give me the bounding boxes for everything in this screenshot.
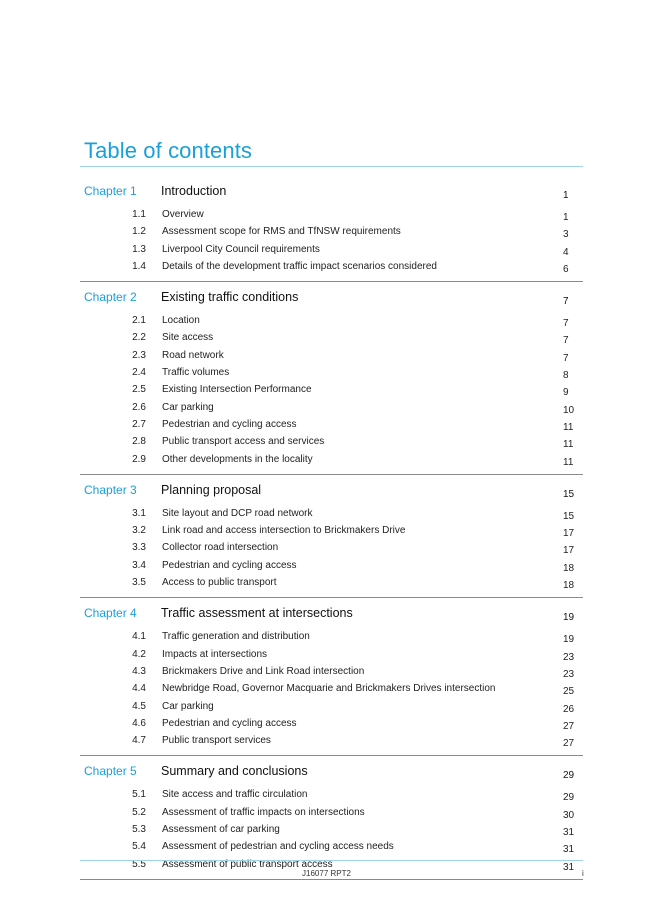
section-title: Traffic volumes (162, 367, 230, 379)
section-page-number: 6 (563, 263, 569, 275)
section-title: Assessment of car parking (162, 824, 280, 836)
table-of-contents (80, 184, 583, 880)
section-number: 2.6 (132, 401, 146, 413)
section-page-number: 26 (563, 703, 575, 715)
toc-section-entry[interactable] (80, 508, 583, 525)
section-number: 1.2 (132, 226, 146, 238)
section-page-number: 3 (563, 229, 569, 241)
section-number: 3.1 (132, 507, 146, 519)
section-number: 2.3 (132, 349, 146, 361)
section-page-number: 11 (563, 439, 574, 451)
toc-section-entry[interactable] (80, 824, 583, 841)
toc-section-entry[interactable] (80, 226, 583, 243)
section-title: Brickmakers Drive and Link Road intersection (162, 665, 365, 677)
section-title: Site layout and DCP road network (162, 507, 313, 519)
section-number: 4.6 (132, 717, 146, 729)
section-page-number: 18 (563, 562, 575, 574)
chapter-number: Chapter 2 (84, 290, 137, 305)
toc-chapter (80, 764, 583, 879)
section-title: Public transport access and services (162, 436, 325, 448)
section-title: Site access (162, 332, 214, 344)
toc-section-entry[interactable] (80, 244, 583, 261)
toc-section-entry[interactable] (80, 560, 583, 577)
toc-section-entry[interactable] (80, 542, 583, 559)
section-page-number: 31 (563, 844, 575, 856)
section-number: 3.4 (132, 559, 146, 571)
section-title: Site access and traffic circulation (162, 789, 308, 801)
section-title: Assessment of pedestrian and cycling access needs (162, 841, 394, 853)
section-page-number: 11 (563, 421, 574, 433)
section-number: 5.2 (132, 806, 146, 818)
toc-section-entry[interactable] (80, 683, 583, 700)
chapter-number: Chapter 1 (84, 184, 137, 198)
chapter-page-number: 15 (563, 488, 575, 500)
section-page-number: 29 (563, 792, 575, 804)
section-page-number: 17 (563, 528, 575, 540)
toc-chapter (80, 606, 583, 756)
toc-section-entry[interactable] (80, 419, 583, 436)
section-page-number: 31 (563, 861, 575, 873)
section-page-number: 7 (563, 352, 569, 364)
toc-chapter (80, 184, 583, 282)
section-title: Traffic generation and distribution (162, 631, 310, 643)
section-number: 5.3 (132, 824, 146, 836)
section-number: 1.3 (132, 243, 146, 255)
section-page-number: 7 (563, 335, 569, 347)
section-page-number: 31 (563, 827, 575, 839)
section-title: Newbridge Road, Governor Macquarie and Brickmakers Drives intersection (162, 683, 496, 695)
toc-section-entry[interactable] (80, 807, 583, 824)
toc-chapter-entry[interactable] (80, 764, 583, 789)
section-page-number: 17 (563, 545, 575, 557)
toc-section-entry[interactable] (80, 402, 583, 419)
title-divider (80, 166, 583, 167)
toc-section-entry[interactable] (80, 261, 583, 278)
section-number: 1.1 (132, 209, 146, 220)
chapter-page-number: 1 (563, 190, 569, 201)
toc-chapter-entry[interactable] (80, 184, 583, 209)
section-number: 2.9 (132, 453, 146, 465)
section-title: Location (162, 315, 200, 327)
section-title: Link road and access intersection to Brickmakers Drive (162, 525, 406, 537)
chapter-page-number: 19 (563, 612, 575, 624)
page-title: Table of contents (84, 138, 253, 163)
section-page-number: 18 (563, 580, 575, 592)
section-title: Car parking (162, 401, 214, 413)
chapter-number: Chapter 5 (84, 764, 137, 779)
section-title: Pedestrian and cycling access (162, 418, 297, 430)
section-title: Public transport services (162, 735, 271, 747)
section-title: Impacts at intersections (162, 648, 268, 660)
section-page-number: 4 (563, 246, 569, 258)
toc-section-entry[interactable] (80, 315, 583, 332)
section-number: 4.1 (132, 631, 146, 643)
section-number: 5.5 (132, 858, 146, 870)
section-page-number: 10 (563, 404, 575, 416)
section-title: Existing Intersection Performance (162, 384, 312, 396)
toc-chapter (80, 483, 583, 598)
section-page-number: 23 (563, 651, 575, 663)
section-page-number: 23 (563, 668, 575, 680)
section-title: Overview (162, 209, 204, 220)
section-title: Road network (162, 349, 224, 361)
toc-section-entry[interactable] (80, 350, 583, 367)
toc-section-entry[interactable] (80, 332, 583, 349)
section-number: 2.4 (132, 367, 146, 379)
section-title: Assessment scope for RMS and TfNSW requirements (162, 226, 401, 238)
section-page-number: 27 (563, 720, 575, 732)
section-title: Assessment of traffic impacts on intersections (162, 806, 365, 818)
toc-section-entry[interactable] (80, 841, 583, 858)
chapter-title: Introduction (161, 184, 227, 198)
toc-section-entry[interactable] (80, 454, 583, 471)
section-page-number: 8 (563, 370, 569, 382)
section-number: 4.5 (132, 700, 146, 712)
section-number: 5.4 (132, 841, 146, 853)
section-page-number: 9 (563, 387, 569, 399)
section-title: Pedestrian and cycling access (162, 559, 297, 571)
section-number: 3.3 (132, 542, 146, 554)
section-page-number: 7 (563, 318, 569, 330)
chapter-number: Chapter 3 (84, 482, 137, 497)
section-title: Car parking (162, 700, 214, 712)
toc-section-entry[interactable] (80, 735, 583, 752)
section-page-number: 11 (563, 456, 574, 468)
section-page-number: 1 (563, 212, 569, 223)
footer-document-reference: J16077 RPT2 (302, 869, 351, 878)
section-number: 2.7 (132, 418, 146, 430)
toc-section-entry[interactable] (80, 436, 583, 453)
toc-section-entry[interactable] (80, 577, 583, 594)
toc-section-entry[interactable] (80, 209, 583, 226)
toc-section-entry[interactable] (80, 525, 583, 542)
section-number: 2.1 (132, 315, 146, 327)
toc-section-entry[interactable] (80, 384, 583, 401)
toc-section-entry[interactable] (80, 649, 583, 666)
section-number: 2.5 (132, 384, 146, 396)
section-page-number: 15 (563, 510, 575, 522)
section-number: 1.4 (132, 260, 146, 272)
section-number: 4.2 (132, 648, 146, 660)
section-title: Access to public transport (162, 577, 277, 589)
section-number: 3.5 (132, 577, 146, 589)
chapter-title: Planning proposal (161, 482, 262, 497)
section-title: Assessment of public transport access (162, 858, 333, 870)
toc-section-entry[interactable] (80, 631, 583, 648)
chapter-page-number: 7 (563, 296, 569, 308)
toc-chapter-entry[interactable] (80, 483, 583, 508)
section-number: 4.3 (132, 665, 146, 677)
toc-chapter-entry[interactable] (80, 290, 583, 315)
toc-section-entry[interactable] (80, 789, 583, 806)
section-number: 2.8 (132, 436, 146, 448)
toc-section-entry[interactable] (80, 666, 583, 683)
section-title: Collector road intersection (162, 542, 279, 554)
section-number: 4.4 (132, 683, 146, 695)
toc-section-entry[interactable] (80, 701, 583, 718)
section-title: Pedestrian and cycling access (162, 717, 297, 729)
toc-chapter (80, 290, 583, 475)
section-page-number: 30 (563, 809, 575, 821)
section-number: 4.7 (132, 735, 146, 747)
section-page-number: 25 (563, 686, 575, 698)
section-title: Liverpool City Council requirements (162, 243, 320, 255)
toc-section-entry[interactable] (80, 367, 583, 384)
section-number: 3.2 (132, 525, 146, 537)
toc-section-entry[interactable] (80, 718, 583, 735)
footer-divider (80, 860, 583, 861)
section-number: 2.2 (132, 332, 146, 344)
section-page-number: 19 (563, 634, 575, 646)
toc-chapter-entry[interactable] (80, 606, 583, 631)
chapter-title: Existing traffic conditions (161, 290, 299, 305)
chapter-number: Chapter 4 (84, 606, 137, 621)
section-number: 5.1 (132, 789, 146, 801)
section-title: Details of the development traffic impact scenarios considered (162, 260, 437, 272)
section-title: Other developments in the locality (162, 453, 313, 465)
chapter-page-number: 29 (563, 770, 575, 782)
section-page-number: 27 (563, 738, 575, 750)
chapter-title: Summary and conclusions (161, 764, 308, 779)
footer-page-number: i (582, 869, 584, 878)
chapter-title: Traffic assessment at intersections (161, 606, 353, 621)
